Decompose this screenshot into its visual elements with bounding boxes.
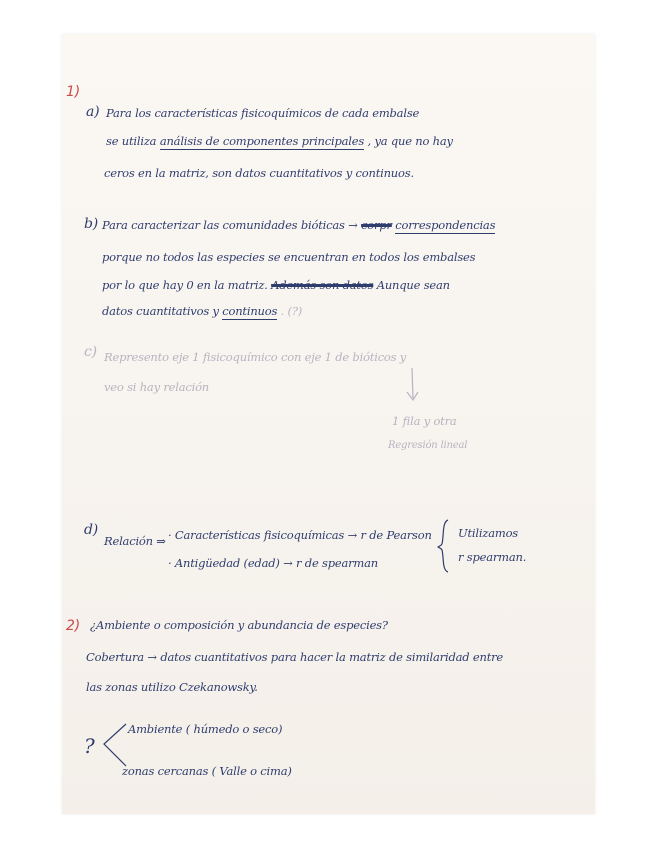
question-2-line-3: las zonas utilizo Czekanowsky. — [86, 680, 258, 694]
relacion-label: Relación ⇒ — [104, 534, 166, 548]
item-b-line-4-start: datos cuantitativos y — [102, 304, 219, 318]
brace-icon — [436, 518, 452, 574]
question-mark-note: . (?) — [280, 304, 303, 318]
notebook-page — [62, 34, 595, 814]
item-d-label: d) — [84, 522, 99, 538]
item-c-note-2: Regresión lineal — [388, 440, 468, 451]
question-1-number: 1) — [66, 84, 80, 100]
item-a-line-2-end: , ya que no hay — [367, 134, 453, 148]
correspondencias-underlined-text: correspondencias — [395, 218, 496, 232]
item-c-line-1: Represento eje 1 fisicoquímico con eje 1 de bióticos y — [104, 350, 407, 364]
item-b-line-4 — [102, 304, 302, 318]
item-b-line-3 — [102, 278, 450, 292]
down-arrow-icon — [400, 366, 424, 406]
branch-lines-icon — [100, 720, 130, 770]
question-2-line-2: Cobertura → datos cuantitativos para hacer la matriz de similaridad entre — [86, 650, 504, 664]
item-d-entry-2: · Antigüedad (edad) → r de spearman — [168, 556, 379, 570]
item-a-line-1: Para los características fisicoquímicos de cada embalse — [106, 106, 420, 120]
item-d-side-1: Utilizamos — [458, 526, 518, 540]
item-c-line-2: veo si hay relación — [104, 380, 210, 394]
branch-ambiente: Ambiente ( húmedo o seco) — [128, 722, 283, 736]
item-c-note-1: 1 fila y otra — [392, 414, 457, 428]
item-b-line-1-start: Para caracterizar las comunidades bióticas → — [102, 218, 358, 232]
continuos-underlined-text: continuos — [222, 304, 278, 318]
item-b-line-2: porque no todos las especies se encuentran en todos los embalses — [102, 250, 476, 264]
question-2-number: 2) — [66, 618, 80, 634]
item-b-label: b) — [84, 216, 99, 232]
item-d-side-2: r spearman. — [458, 550, 527, 564]
crossed-out-word: corpr — [361, 218, 392, 232]
branch-question-mark: ? — [84, 734, 95, 758]
branch-zonas: zonas cercanas ( Valle o cima) — [122, 764, 292, 778]
item-a-line-3: ceros en la matriz, son datos cuantitativos y continuos. — [104, 166, 414, 180]
crossed-out-phrase: Además son datos — [271, 278, 374, 292]
item-c-label: c) — [84, 344, 97, 360]
item-a-label: a) — [86, 104, 100, 120]
pca-underlined-text: análisis de componentes principales — [159, 134, 365, 148]
item-a-line-2 — [106, 134, 453, 148]
item-b-line-1 — [102, 218, 495, 232]
question-2-line-1: ¿Ambiente o composición y abundancia de especies? — [90, 618, 388, 632]
item-a-line-2-start: se utiliza — [106, 134, 157, 148]
item-b-line-3-start: por lo que hay 0 en la matriz. — [102, 278, 268, 292]
item-b-line-3-end: Aunque sean — [376, 278, 450, 292]
item-d-entry-1: · Características fisicoquímicas → r de Pearson — [168, 528, 432, 542]
